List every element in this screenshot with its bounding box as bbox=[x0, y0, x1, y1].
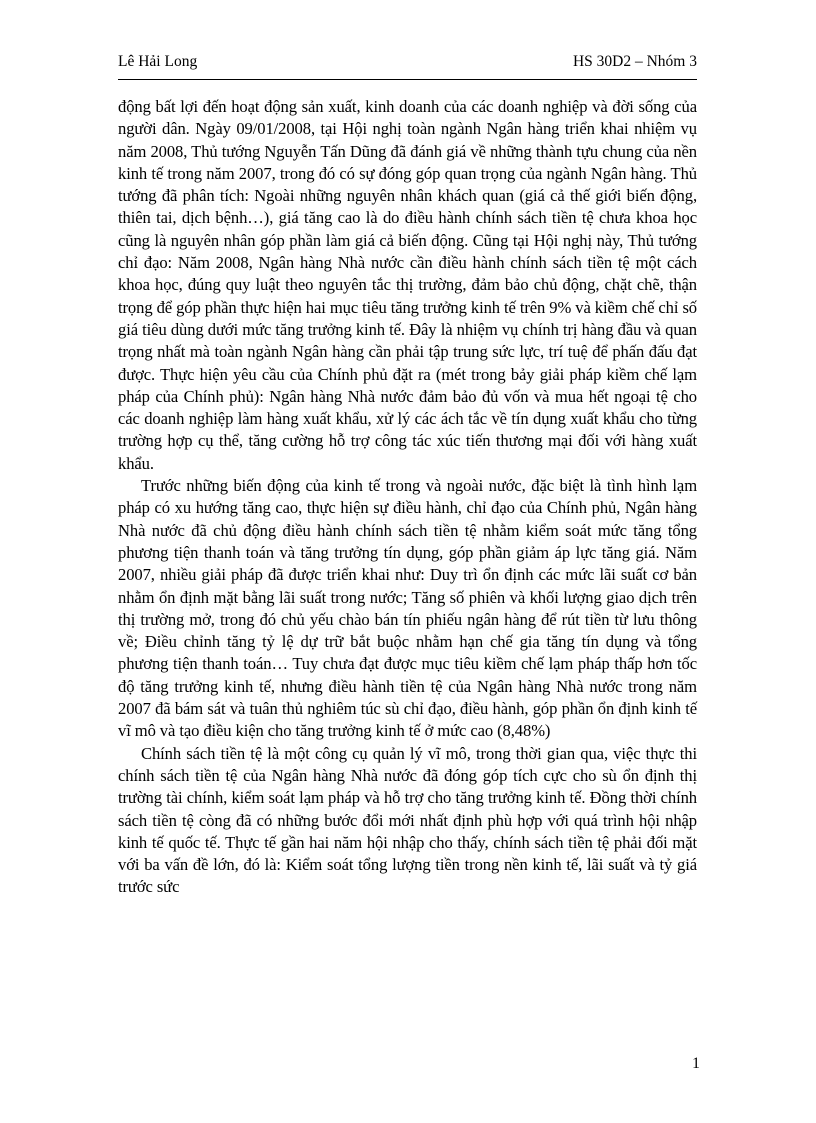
paragraph-1: động bất lợi đến hoạt động sản xuất, kinh doanh của các doanh nghiệp và đời sống của người dân. Ngày 09/01/2008, tại Hội nghị toàn ngành Ngân hàng triển khai nhiệm vụ năm 2008, Thủ tướng Nguyễn Tấn Dũng đã đánh giá về những thành tựu chung của nền kinh tế trong năm 2007, trong đó có sự đóng góp quan trọng của ngành Ngân hàng. Thủ tướng đã phân tích: Ngoài những nguyên nhân khách quan (giá cả thế giới biến động, thiên tai, dịch bệnh…), giá tăng cao là do điều hành chính sách tiền tệ chưa khoa học cũng là nguyên nhân góp phần làm giá cả biến động. Cũng tại Hội nghị này, Thủ tướng chỉ đạo: Năm 2008, Ngân hàng Nhà nước cần điều hành chính sách tiền tệ một cách khoa học, đúng quy luật theo nguyên tắc thị trường, đảm bảo chủ động, chặt chẽ, thận trọng để góp phần thực hiện hai mục tiêu tăng trưởng kinh tế trên 9% và kiềm chế chỉ số giá tiêu dùng dưới mức tăng trưởng kinh tế. Đây là nhiệm vụ chính trị hàng đầu và quan trọng nhất mà toàn ngành Ngân hàng cần phải tập trung sức lực, trí tuệ để phấn đấu đạt được. Thực hiện yêu cầu của Chính phủ đặt ra (mét trong bảy giải pháp kiềm chế lạm pháp của Chính phủ): Ngân hàng Nhà nước đảm bảo đủ vốn và mua hết ngoại tệ cho các doanh nghiệp làm hàng xuất khẩu, xử lý các ách tắc về tín dụng xuất khẩu cho từng trường hợp cụ thể, tăng cường hỗ trợ công tác xúc tiến thương mại đối với hàng xuất khẩu. bbox=[118, 97, 697, 473]
header-author: Lê Hải Long bbox=[118, 53, 198, 70]
document-body bbox=[118, 96, 697, 899]
page-number: 1 bbox=[692, 1055, 700, 1072]
page-header bbox=[118, 52, 697, 72]
header-divider bbox=[118, 79, 697, 80]
header-class-group: HS 30D2 – Nhóm 3 bbox=[572, 53, 697, 70]
paragraph-2: Trước những biến động của kinh tế trong và ngoài nước, đặc biệt là tình hình lạm pháp có xu hướng tăng cao, thực hiện sự điều hành, chỉ đạo của Chính phủ, Ngân hàng Nhà nước đã chủ động điều hành chính sách tiền tệ nhằm kiểm soát mức tăng tổng phương tiện thanh toán và tăng trưởng tín dụng, góp phần giảm áp lực tăng giá. Năm 2007, nhiều giải pháp đã được triển khai như: Duy trì ổn định các mức lãi suất cơ bản nhằm ổn định mặt bằng lãi suất trong nước; Tăng số phiên và khối lượng giao dịch trên thị trường mở, trong đó chủ yếu chào bán tín phiếu ngân hàng để rút tiền từ lưu thông về; Điều chỉnh tăng tỷ lệ dự trữ bắt buộc nhằm hạn chế gia tăng tín dụng và tổng phương tiện thanh toán… Tuy chưa đạt được mục tiêu kiềm chế lạm pháp thấp hơn tốc độ tăng trưởng kinh tế, nhưng điều hành tiền tệ của Ngân hàng Nhà nước trong năm 2007 đã bám sát và tuân thủ nghiêm túc sù chỉ đạo, điều hành, góp phần ổn định kinh tế vĩ mô và tạo điều kiện cho tăng trưởng kinh tế ở mức cao (8,48%) bbox=[118, 476, 697, 741]
paragraph-3: Chính sách tiền tệ là một công cụ quản lý vĩ mô, trong thời gian qua, việc thực thi chính sách tiền tệ của Ngân hàng Nhà nước đã đóng góp tích cực cho sù ổn định thị trường tài chính, kiểm soát lạm pháp và hỗ trợ cho tăng trưởng kinh tế. Đồng thời chính sách tiền tệ còng đã có những bước đổi mới nhất định phù hợp với quá trình hội nhập kinh tế quốc tế. Thực tế gần hai năm hội nhập cho thấy, chính sách tiền tệ phải đối mặt với ba vấn đề lớn, đó là: Kiểm soát tổng lượng tiền trong nền kinh tế, lãi suất và tỷ giá trước sức bbox=[118, 743, 697, 897]
